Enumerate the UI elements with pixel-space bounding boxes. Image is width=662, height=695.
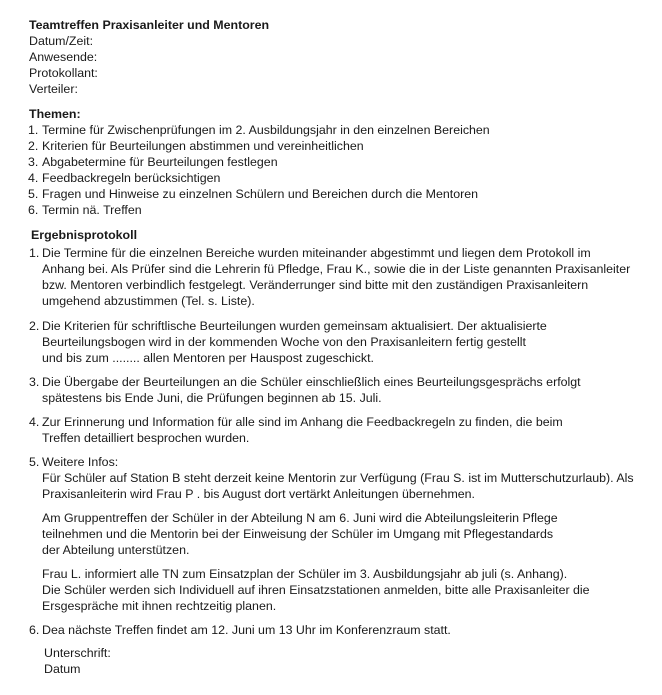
item-text: Termin nä. Treffen	[42, 203, 142, 217]
item-number: 5.	[29, 455, 40, 469]
text-line: Treffen detailliert besprochen wurden.	[42, 431, 250, 445]
ergebnis-heading: Ergebnisprotokoll	[31, 228, 138, 242]
text-line: Zur Erinnerung und Information für alle sind im Anhang die Feedbackregeln zu finden, die beim	[42, 415, 563, 429]
text-line: Für Schüler auf Station B steht derzeit keine Mentorin zur Verfügung (Frau S. ist im Mutterschutzurlaub). Als	[42, 471, 634, 485]
text-line: Die Termine für die einzelnen Bereiche wurden miteinander abgestimmt und liegen dem Protokoll im	[42, 246, 591, 260]
item-number: 4.	[29, 415, 40, 429]
text-line: Praxisanleiterin wird Frau P . bis August dort vertärkt Anleitungen übernehmen.	[42, 487, 475, 501]
text-line: spätestens bis Ende Juni, die Prüfungen beginnen ab 15. Juli.	[42, 391, 382, 405]
text-line: umgehend abzustimmen (Tel. s. Liste).	[42, 294, 255, 308]
item-text: Kriterien für Beurteilungen abstimmen und vereinheitlichen	[42, 139, 364, 153]
text-line: Die Schüler werden sich Individuell auf ihren Einsatzstationen anmelden, bitte alle Praxisanleiter die	[42, 583, 590, 597]
item-text: Abgabetermine für Beurteilungen festlegen	[42, 155, 278, 169]
date-label: Datum	[44, 662, 81, 676]
item-text	[42, 414, 563, 446]
item-text	[42, 318, 547, 366]
item-text: Termine für Zwischenprüfungen im 2. Ausbildungsjahr in den einzelnen Bereichen	[42, 123, 490, 137]
text-line: teilnehmen und die Mentorin bei der Einweisung der Schüler im Umgang mit Pflegestandards	[42, 527, 554, 541]
item-text	[42, 566, 590, 614]
item-number: 6.	[28, 203, 39, 217]
text-line: Die Kriterien für schriftlische Beurteilungen wurden gemeinsam aktualisiert. Der aktualisierte	[42, 319, 547, 333]
item-number: 5.	[28, 187, 39, 201]
item-text: Feedbackregeln berücksichtigen	[42, 171, 221, 185]
item-text	[42, 374, 581, 406]
text-line: Die Übergabe der Beurteilungen an die Schüler einschließlich eines Beurteilungsgesprächs erfolgt	[42, 375, 581, 389]
field-verteiler: Verteiler:	[29, 82, 78, 96]
item-text	[42, 510, 558, 558]
item-number: 3.	[28, 155, 39, 169]
item-number: 2.	[29, 319, 40, 333]
text-line: Anhang bei. Als Prüfer sind die Lehrerin fü Pfledge, Frau K., sowie die in der Liste genannten Praxisanleiter	[42, 262, 631, 276]
themen-heading: Themen:	[29, 107, 81, 121]
field-protokollant: Protokollant:	[29, 66, 98, 80]
text-line: Dea nächste Treffen findet am 12. Juni um 13 Uhr im Konferenzraum statt.	[42, 623, 451, 637]
item-text	[42, 245, 630, 309]
item-number: 6.	[29, 623, 40, 637]
text-line: Beurteilungsbogen wird in der kommenden Woche von den Praxisanleitern fertig gestellt	[42, 335, 526, 349]
text-line: Ersgespräche mit ihnen rechtzeitig planen.	[42, 599, 277, 613]
text-line: und bis zum ........ allen Mentoren per Hauspost zugeschickt.	[42, 351, 374, 365]
text-line: bzw. Mentoren verbindlich festgelegt. Veränderrunger sind bitte mit den zuständigen Praxisanleitern	[42, 278, 589, 292]
text-line: Am Gruppentreffen der Schüler in der Abteilung N am 6. Juni wird die Abteilungsleiterin Pflege	[42, 511, 558, 525]
text-line: Frau L. informiert alle TN zum Einsatzplan der Schüler im 3. Ausbildungsjahr ab juli (s. Anhang).	[42, 567, 568, 581]
item-text	[42, 454, 634, 502]
item-text	[42, 622, 451, 638]
signature-label: Unterschrift:	[44, 646, 111, 660]
item-number: 1.	[29, 246, 40, 260]
field-datum-zeit: Datum/Zeit:	[29, 34, 94, 48]
text-line: der Abteilung unterstützen.	[42, 543, 190, 557]
item-number: 1.	[28, 123, 39, 137]
item-number: 4.	[28, 171, 39, 185]
item-number: 2.	[28, 139, 39, 153]
item-number: 3.	[29, 375, 40, 389]
document-title: Teamtreffen Praxisanleiter und Mentoren	[29, 18, 270, 32]
text-line: Weitere Infos:	[42, 455, 119, 469]
field-anwesende: Anwesende:	[29, 50, 98, 64]
item-text: Fragen und Hinweise zu einzelnen Schülern und Bereichen durch die Mentoren	[42, 187, 479, 201]
